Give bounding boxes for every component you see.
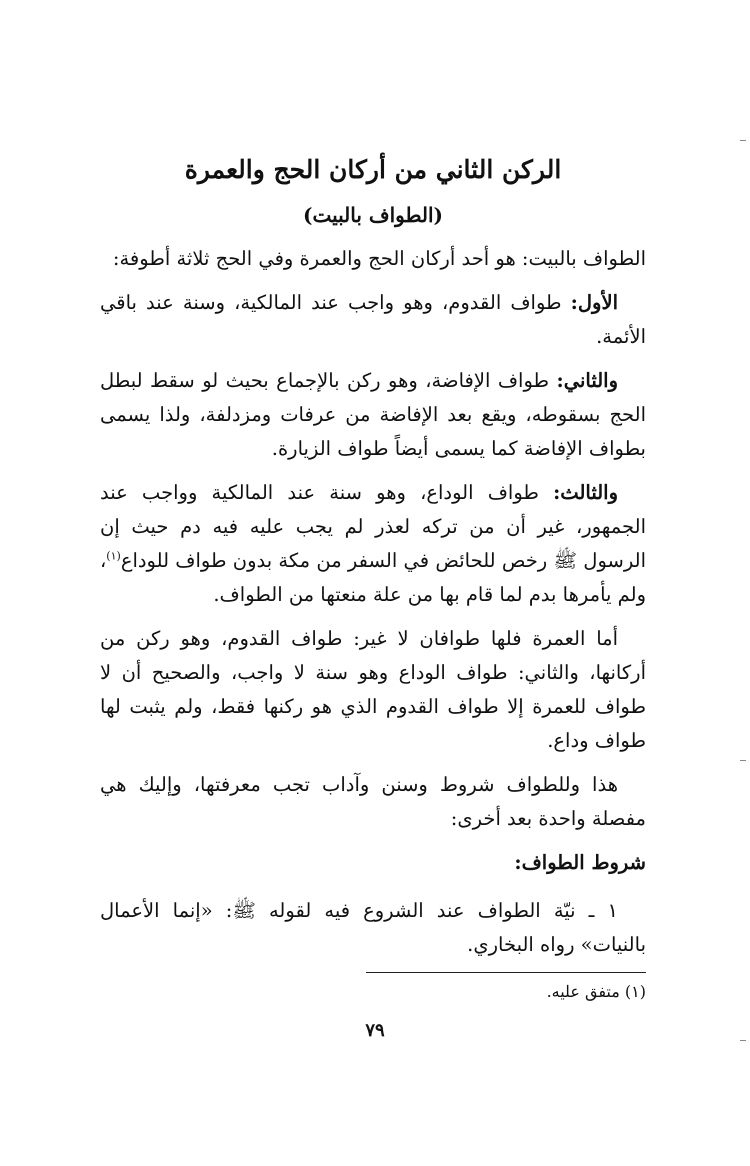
third-label: والثالث: [553,481,618,504]
footnote-divider [366,972,646,973]
page-body [100,150,646,972]
first-label: الأول: [570,291,618,314]
page-title: الركن الثاني من أركان الحج والعمرة [184,155,562,184]
second-label: والثاني: [556,369,618,392]
page-subtitle: (الطواف بالبيت) [302,203,444,227]
third-text-before: طواف الوداع، وهو سنة عند المالكية وواجب عند الجمهور، غير أن من تركه لعذر لم يجب عليه فيه دم حيث إن الرسول ﷺ رخص للحائض في السفر من مكة بدون طواف للوداع [100,481,646,572]
paragraph-first-tawaf [100,286,646,354]
margin-mark [740,140,746,141]
paragraph-second-tawaf [100,364,646,466]
second-text: طواف الإفاضة، وهو ركن بالإجماع بحيث لو سقط لبطل الحج بسقوطه، ويقع بعد الإفاضة من عرفات ومزدلفة، ولذا يسمى بطواف الإفاضة كما يسمى أيضاً طواف الزيارة. [100,369,646,460]
paragraph-condition-one: ١ ـ نيّة الطواف عند الشروع فيه لقوله ﷺ: «إنما الأعمال بالنيات» رواه البخاري. [100,899,646,956]
page-number: ٧٩ [365,1020,385,1041]
third-text-after: ، ولم يأمرها بدم لما قام بها من علة منعتها من الطواف. [100,549,646,606]
conditions-heading: شروط الطواف: [514,851,646,874]
paragraph-third-tawaf [100,476,646,612]
footnote: (١) متفق عليه. [546,982,646,1001]
margin-mark [740,760,746,761]
first-text: طواف القدوم، وهو واجب عند المالكية، وسنة عند باقي الأئمة. [100,291,646,348]
intro-paragraph: الطواف بالبيت: هو أحد أركان الحج والعمرة وفي الحج ثلاثة أطوفة: [112,247,646,270]
paragraph-umrah: أما العمرة فلها طوافان لا غير: طواف القدوم، وهو ركن من أركانها، والثاني: طواف الوداع وهو سنة لا واجب، والصحيح أن لا طواف للعمرة إلا طواف القدوم الذي هو ركنها فقط، ولم يثبت لها طواف وداع. [100,627,646,752]
footnote-reference: (١) [106,549,121,563]
margin-mark [740,1040,746,1041]
paragraph-conditions-intro: هذا وللطواف شروط وسنن وآداب تجب معرفتها، وإليك هي مفصلة واحدة بعد أخرى: [100,773,646,830]
